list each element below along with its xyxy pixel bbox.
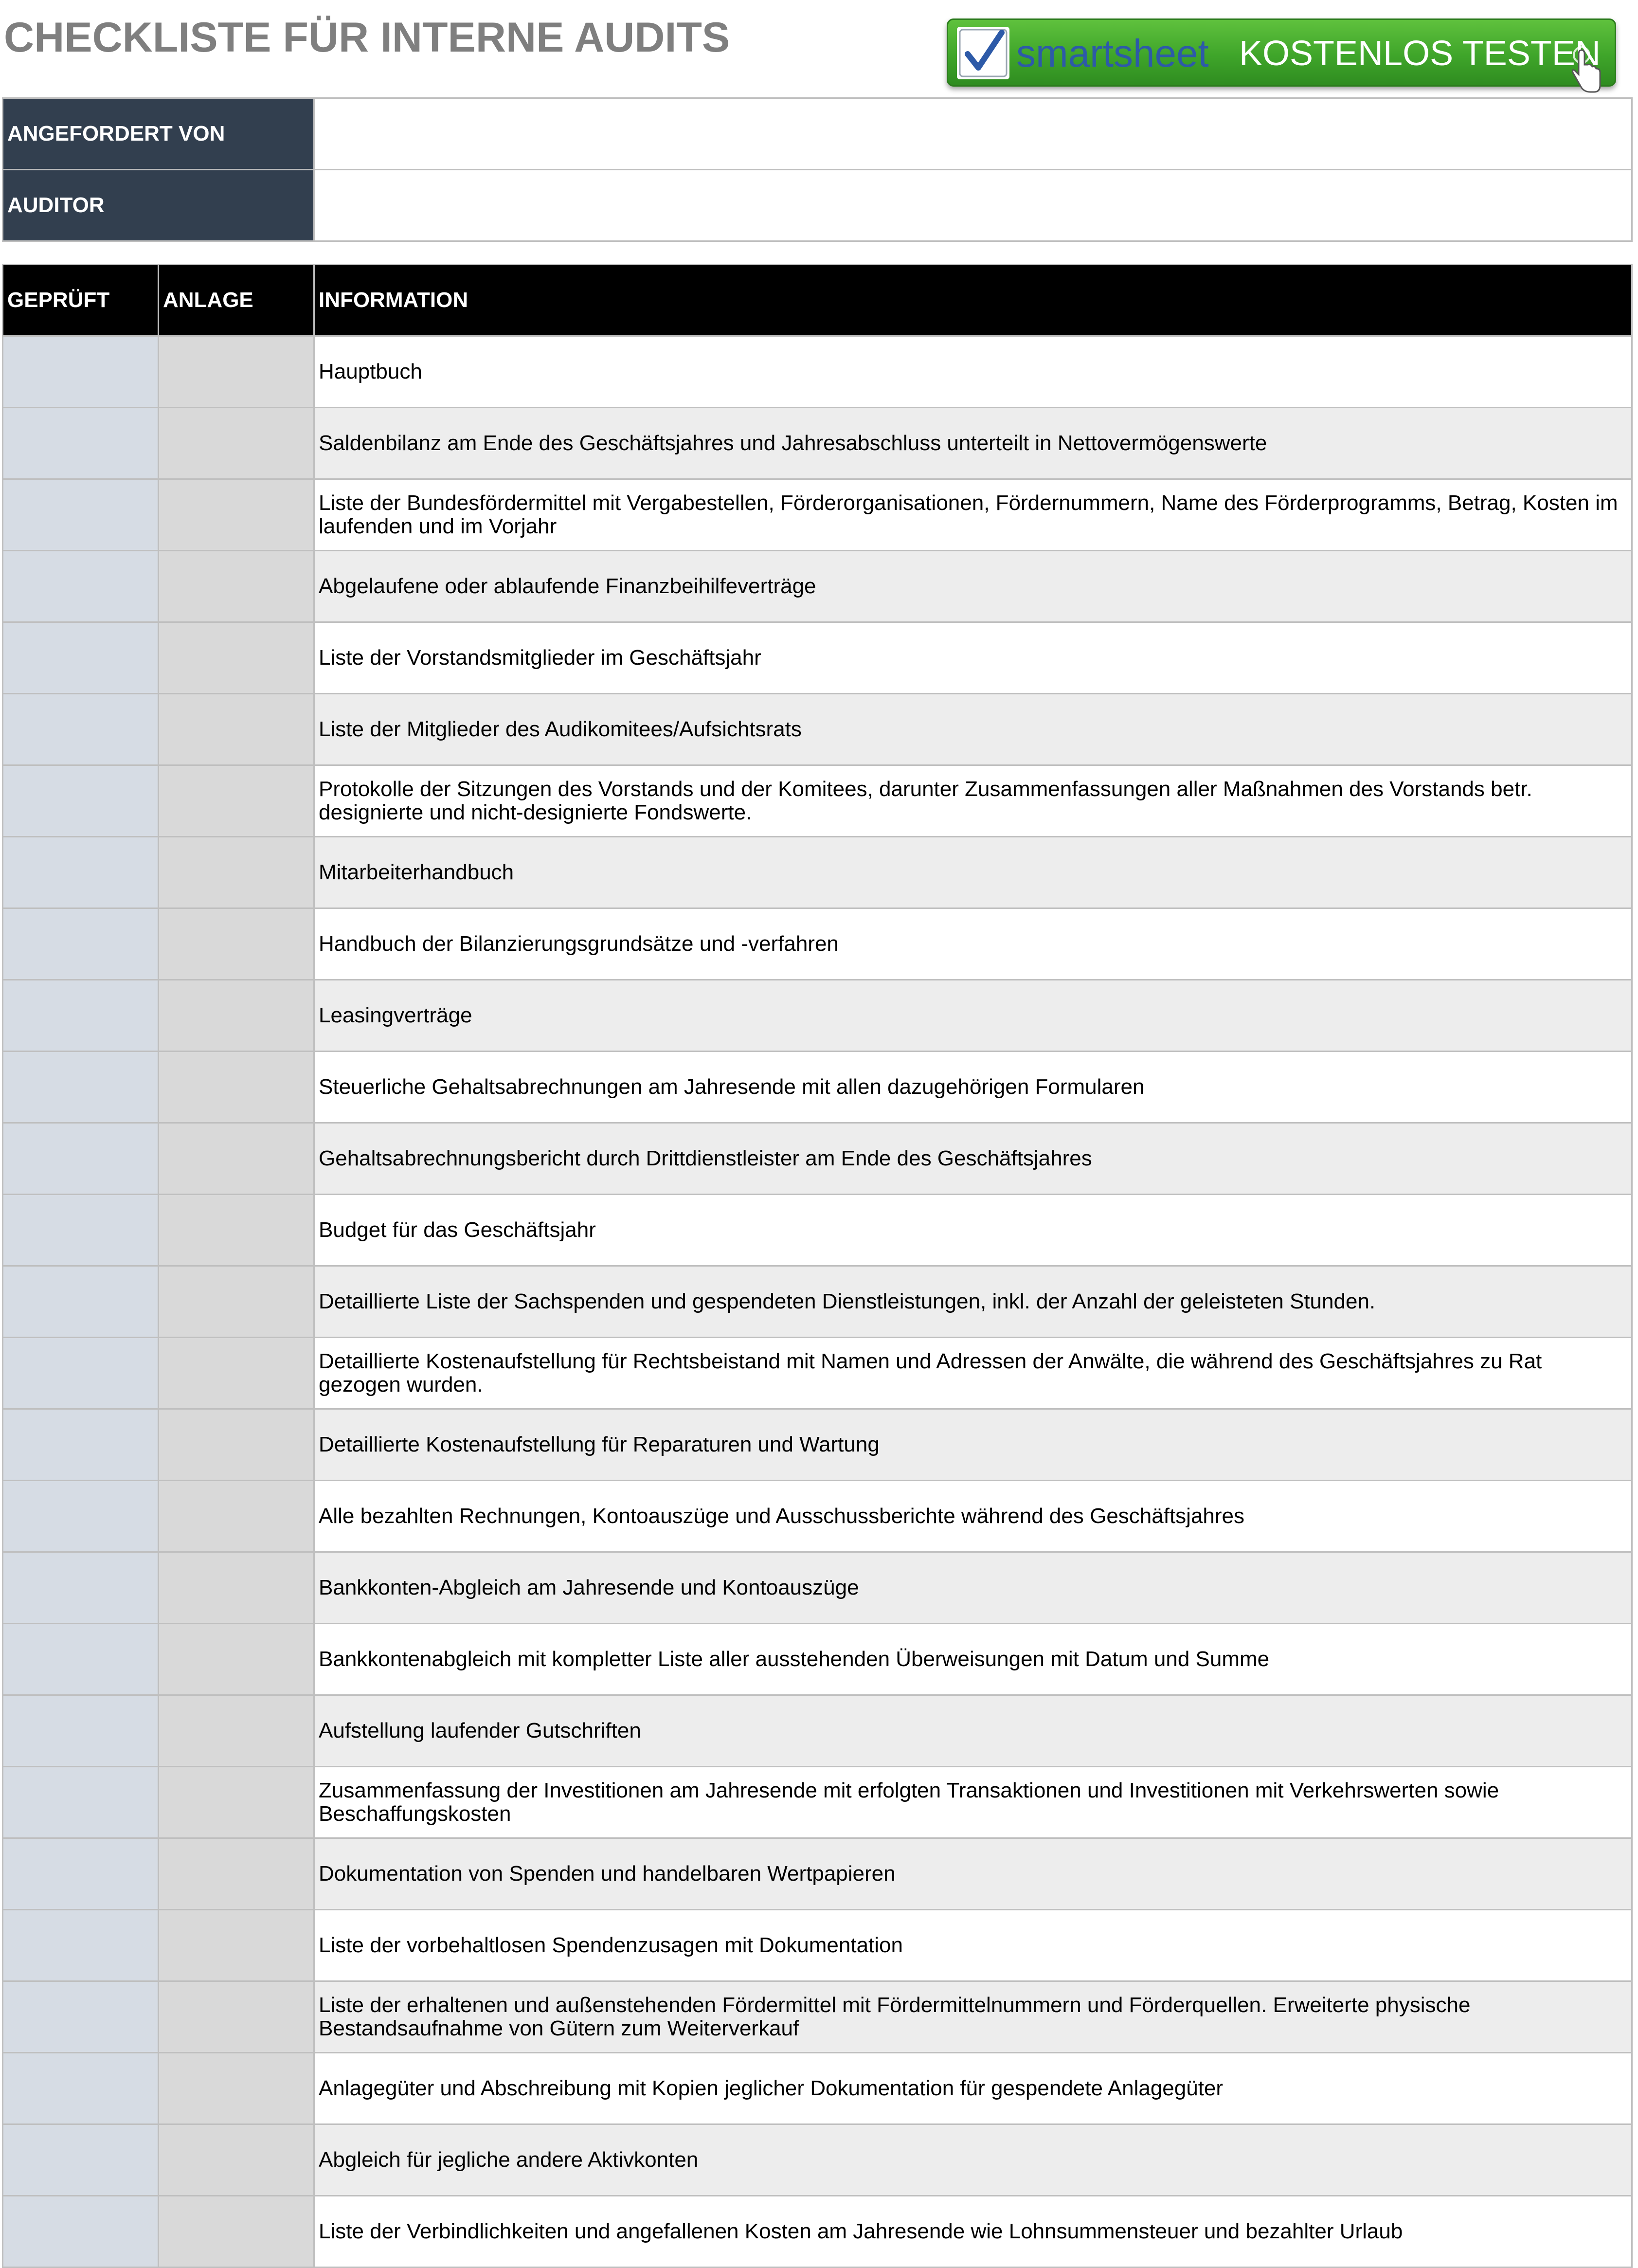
table-row (3, 1338, 1632, 1409)
information-cell: Leasingverträge (314, 980, 1632, 1052)
attachment-cell[interactable] (159, 2196, 314, 2268)
information-cell: Detaillierte Kostenaufstellung für Reparaturen und Wartung (314, 1409, 1632, 1481)
attachment-cell[interactable] (159, 2053, 314, 2124)
attachment-cell[interactable] (159, 1052, 314, 1123)
requested-by-row (3, 98, 1632, 170)
table-row (3, 1195, 1632, 1266)
checked-cell[interactable] (3, 1409, 159, 1481)
attachment-cell[interactable] (159, 1123, 314, 1195)
checked-cell[interactable] (3, 1552, 159, 1624)
auditor-field[interactable] (314, 170, 1632, 241)
checked-cell[interactable] (3, 1123, 159, 1195)
information-cell: Budget für das Geschäftsjahr (314, 1195, 1632, 1266)
attachment-cell[interactable] (159, 1981, 314, 2053)
page-title: CHECKLISTE FÜR INTERNE AUDITS (4, 14, 730, 61)
information-cell: Liste der erhaltenen und außenstehenden Fördermittel mit Fördermittelnummern und Förderquellen. Erweiterte physische Bestandsaufnahme von Gütern zum Weiterverkauf (314, 1981, 1632, 2053)
checked-cell[interactable] (3, 2053, 159, 2124)
information-cell: Gehaltsabrechnungsbericht durch Drittdienstleister am Ende des Geschäftsjahres (314, 1123, 1632, 1195)
table-row (3, 2196, 1632, 2268)
checked-cell[interactable] (3, 2124, 159, 2196)
table-row (3, 479, 1632, 551)
attachment-cell[interactable] (159, 837, 314, 908)
attachment-cell[interactable] (159, 336, 314, 408)
information-cell: Liste der vorbehaltlosen Spendenzusagen mit Dokumentation (314, 1910, 1632, 1981)
checked-cell[interactable] (3, 622, 159, 694)
attachment-cell[interactable] (159, 1409, 314, 1481)
checked-cell[interactable] (3, 837, 159, 908)
requested-by-field[interactable] (314, 98, 1632, 170)
attachment-cell[interactable] (159, 408, 314, 479)
information-cell: Mitarbeiterhandbuch (314, 837, 1632, 908)
information-cell: Handbuch der Bilanzierungsgrundsätze und -verfahren (314, 908, 1632, 980)
checked-cell[interactable] (3, 1838, 159, 1910)
table-row (3, 694, 1632, 765)
information-cell: Dokumentation von Spenden und handelbaren Wertpapieren (314, 1838, 1632, 1910)
table-row (3, 336, 1632, 408)
attachment-cell[interactable] (159, 551, 314, 622)
information-cell: Saldenbilanz am Ende des Geschäftsjahres und Jahresabschluss unterteilt in Nettovermögenswerte (314, 408, 1632, 479)
attachment-cell[interactable] (159, 1266, 314, 1338)
attachment-cell[interactable] (159, 908, 314, 980)
checked-cell[interactable] (3, 408, 159, 479)
table-row (3, 2053, 1632, 2124)
checked-cell[interactable] (3, 1695, 159, 1767)
smartsheet-trial-banner[interactable] (947, 18, 1616, 87)
table-row (3, 1981, 1632, 2053)
checkmark-logo-icon (957, 27, 1009, 79)
checked-cell[interactable] (3, 1981, 159, 2053)
checked-cell[interactable] (3, 908, 159, 980)
requested-by-label: ANGEFORDERT VON (3, 98, 314, 170)
information-cell: Liste der Bundesfördermittel mit Vergabestellen, Förderorganisationen, Fördernummern, Name des Förderprogramms, Betrag, Kosten im laufenden und im Vorjahr (314, 479, 1632, 551)
table-row (3, 1624, 1632, 1695)
table-row (3, 2124, 1632, 2196)
attachment-cell[interactable] (159, 622, 314, 694)
information-cell: Bankkontenabgleich mit kompletter Liste aller ausstehenden Überweisungen mit Datum und Summe (314, 1624, 1632, 1695)
information-cell: Hauptbuch (314, 336, 1632, 408)
table-row (3, 1767, 1632, 1838)
information-cell: Alle bezahlten Rechnungen, Kontoauszüge und Ausschussberichte während des Geschäftsjahres (314, 1481, 1632, 1552)
table-row (3, 1910, 1632, 1981)
free-trial-label: KOSTENLOS TESTEN (1239, 34, 1601, 73)
information-cell: Liste der Verbindlichkeiten und angefallenen Kosten am Jahresende wie Lohnsummensteuer und bezahlter Urlaub (314, 2196, 1632, 2268)
table-row (3, 622, 1632, 694)
checked-cell[interactable] (3, 980, 159, 1052)
table-row (3, 765, 1632, 837)
header-information: INFORMATION (314, 265, 1632, 336)
auditor-label: AUDITOR (3, 170, 314, 241)
information-cell: Protokolle der Sitzungen des Vorstands und der Komitees, darunter Zusammenfassungen aller Maßnahmen des Vorstands betr. designierte und nicht-designierte Fondswerte. (314, 765, 1632, 837)
information-cell: Abgleich für jegliche andere Aktivkonten (314, 2124, 1632, 2196)
table-row (3, 1409, 1632, 1481)
table-row (3, 1123, 1632, 1195)
checked-cell[interactable] (3, 1338, 159, 1409)
attachment-cell[interactable] (159, 1338, 314, 1409)
information-cell: Liste der Vorstandsmitglieder im Geschäftsjahr (314, 622, 1632, 694)
attachment-cell[interactable] (159, 2124, 314, 2196)
information-cell: Steuerliche Gehaltsabrechnungen am Jahresende mit allen dazugehörigen Formularen (314, 1052, 1632, 1123)
table-row (3, 1481, 1632, 1552)
attachment-cell[interactable] (159, 1481, 314, 1552)
checked-cell[interactable] (3, 2196, 159, 2268)
attachment-cell[interactable] (159, 694, 314, 765)
checked-cell[interactable] (3, 765, 159, 837)
checked-cell[interactable] (3, 1481, 159, 1552)
checked-cell[interactable] (3, 551, 159, 622)
table-row (3, 1695, 1632, 1767)
attachment-cell[interactable] (159, 1552, 314, 1624)
smartsheet-brand-text: smartsheet (1016, 32, 1209, 75)
attachment-cell[interactable] (159, 479, 314, 551)
information-cell: Aufstellung laufender Gutschriften (314, 1695, 1632, 1767)
table-row (3, 551, 1632, 622)
table-row (3, 1052, 1632, 1123)
attachment-cell[interactable] (159, 1910, 314, 1981)
information-cell: Abgelaufene oder ablaufende Finanzbeihilfeverträge (314, 551, 1632, 622)
header-attachment: ANLAGE (159, 265, 314, 336)
table-row (3, 908, 1632, 980)
table-row (3, 408, 1632, 479)
table-row (3, 1552, 1632, 1624)
attachment-cell[interactable] (159, 1195, 314, 1266)
information-cell: Bankkonten-Abgleich am Jahresende und Kontoauszüge (314, 1552, 1632, 1624)
checked-cell[interactable] (3, 1266, 159, 1338)
table-row (3, 837, 1632, 908)
auditor-row (3, 170, 1632, 241)
checked-cell[interactable] (3, 1052, 159, 1123)
hand-pointer-icon (1571, 46, 1602, 95)
checked-cell[interactable] (3, 336, 159, 408)
attachment-cell[interactable] (159, 765, 314, 837)
attachment-cell[interactable] (159, 1695, 314, 1767)
checked-cell[interactable] (3, 479, 159, 551)
information-cell: Liste der Mitglieder des Audikomitees/Aufsichtsrats (314, 694, 1632, 765)
checked-cell[interactable] (3, 1195, 159, 1266)
audit-meta-table (2, 97, 1633, 242)
checked-cell[interactable] (3, 1910, 159, 1981)
attachment-cell[interactable] (159, 980, 314, 1052)
information-cell: Anlagegüter und Abschreibung mit Kopien jeglicher Dokumentation für gespendete Anlagegüter (314, 2053, 1632, 2124)
audit-checklist-table (2, 264, 1633, 2268)
attachment-cell[interactable] (159, 1767, 314, 1838)
attachment-cell[interactable] (159, 1624, 314, 1695)
information-cell: Detaillierte Kostenaufstellung für Rechtsbeistand mit Namen und Adressen der Anwälte, die während des Geschäftsjahres zu Rat gezogen wurden. (314, 1338, 1632, 1409)
attachment-cell[interactable] (159, 1838, 314, 1910)
checked-cell[interactable] (3, 1767, 159, 1838)
information-cell: Zusammenfassung der Investitionen am Jahresende mit erfolgten Transaktionen und Investitionen mit Verkehrswerten sowie Beschaffungskosten (314, 1767, 1632, 1838)
checked-cell[interactable] (3, 1624, 159, 1695)
information-cell: Detaillierte Liste der Sachspenden und gespendeten Dienstleistungen, inkl. der Anzahl der geleisteten Stunden. (314, 1266, 1632, 1338)
table-row (3, 1838, 1632, 1910)
checklist-header-row (3, 265, 1632, 336)
checked-cell[interactable] (3, 694, 159, 765)
table-row (3, 1266, 1632, 1338)
table-row (3, 980, 1632, 1052)
header-checked: GEPRÜFT (3, 265, 159, 336)
